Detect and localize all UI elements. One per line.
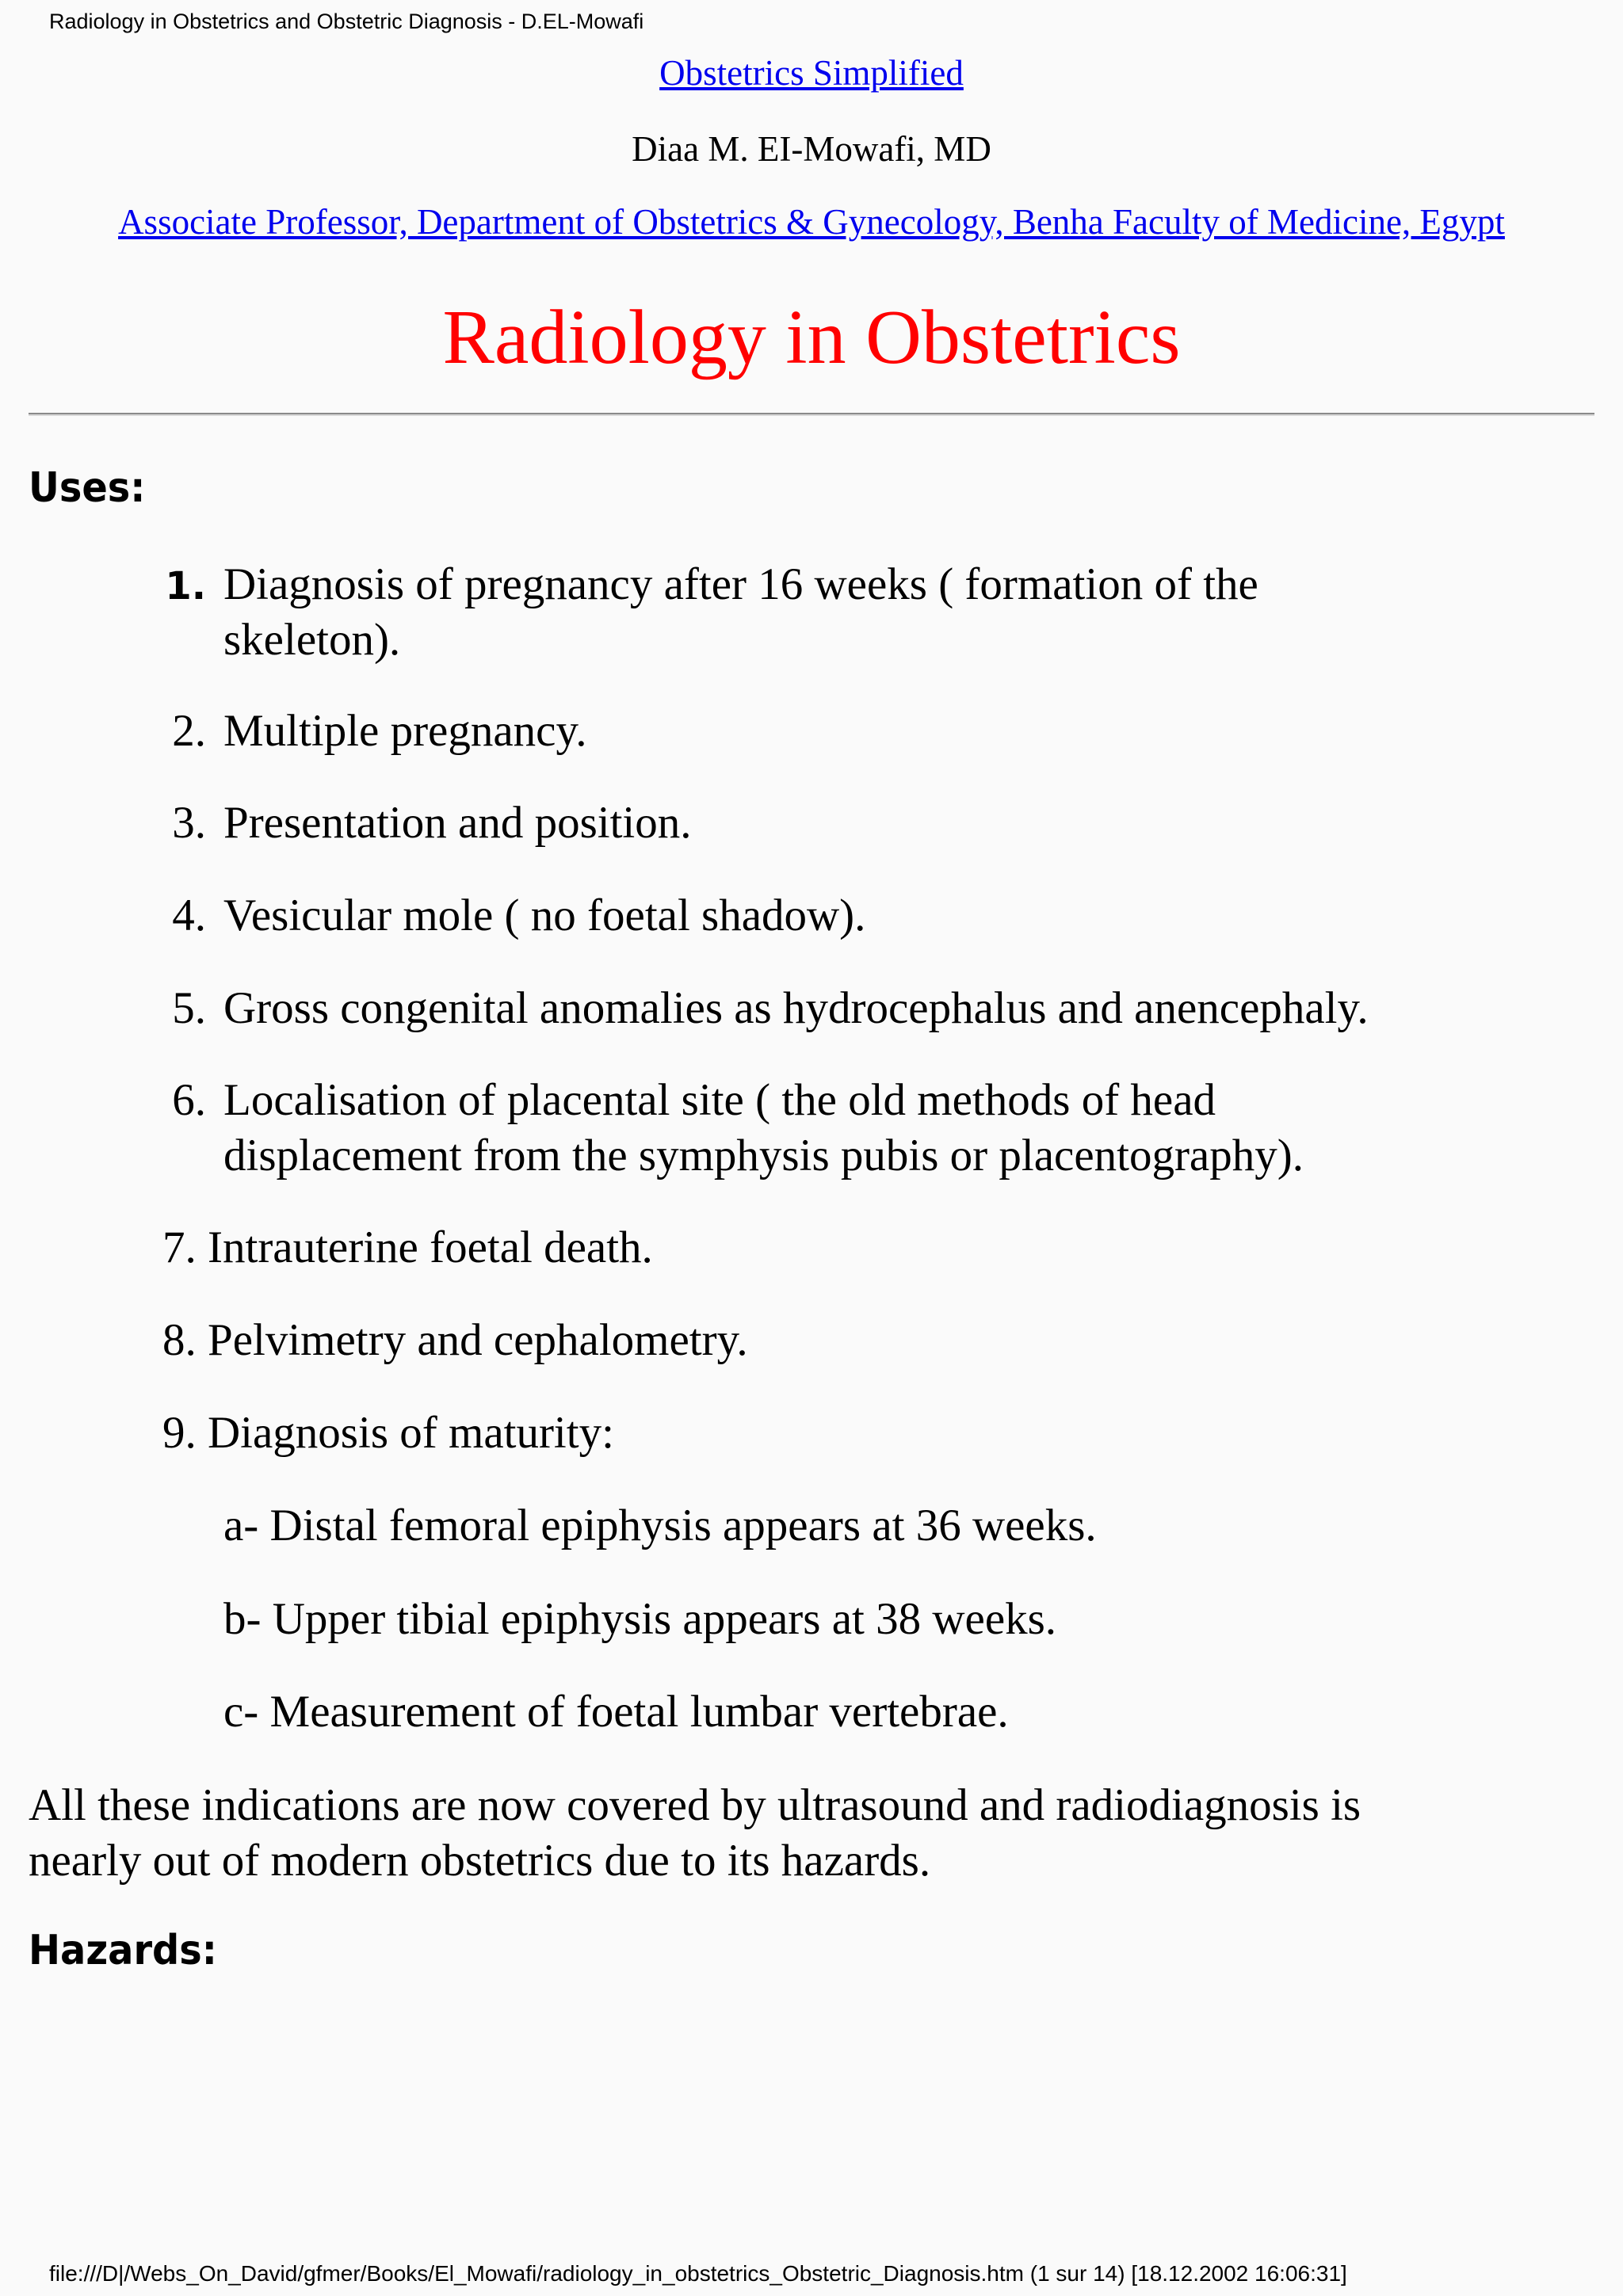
summary-line: All these indications are now covered by ultrasound and radiodiagnosis is bbox=[29, 1780, 1361, 1830]
list-item-number: 2. bbox=[172, 706, 206, 756]
list-item-line: Localisation of placental site ( the old methods of head bbox=[223, 1075, 1216, 1125]
list-item-line: Diagnosis of pregnancy after 16 weeks ( formation of the bbox=[223, 559, 1258, 609]
maturity-subitem: a- Distal femoral epiphysis appears at 36 weeks. bbox=[223, 1501, 1097, 1550]
list-item-line: displacement from the symphysis pubis or placentography). bbox=[223, 1131, 1304, 1180]
list-item-number: 5. bbox=[172, 983, 206, 1033]
masthead-series bbox=[0, 52, 1623, 93]
list-item: 7. Intrauterine foetal death. bbox=[162, 1222, 653, 1272]
list-item-number: 1. bbox=[165, 564, 206, 608]
list-item: 8. Pelvimetry and cephalometry. bbox=[162, 1315, 748, 1365]
list-item-line: Vesicular mole ( no foetal shadow). bbox=[223, 891, 866, 940]
maturity-subitem: c- Measurement of foetal lumbar vertebrae. bbox=[223, 1687, 1009, 1737]
hazards-heading: Hazards: bbox=[29, 1927, 217, 1974]
horizontal-rule bbox=[29, 413, 1594, 416]
author-name: Diaa M. EI-Mowafi, MD bbox=[632, 129, 991, 169]
list-item-line: Gross congenital anomalies as hydrocephalus and anencephaly. bbox=[223, 983, 1369, 1033]
summary-paragraph bbox=[29, 1778, 1361, 1889]
list-item: 9. Diagnosis of maturity: bbox=[162, 1408, 614, 1458]
list-item-number: 3. bbox=[172, 798, 206, 848]
print-header-title: Radiology in Obstetrics and Obstetric Diagnosis - D.EL-Mowafi bbox=[49, 10, 644, 33]
list-item-line: Multiple pregnancy. bbox=[223, 706, 587, 756]
affiliation-link[interactable]: Associate Professor, Department of Obstetrics & Gynecology, Benha Faculty of Medicine, Egypt bbox=[118, 202, 1505, 242]
list-item-number: 4. bbox=[172, 891, 206, 940]
series-link[interactable]: Obstetrics Simplified bbox=[659, 53, 964, 93]
list-item-number: 6. bbox=[172, 1075, 206, 1125]
uses-heading: Uses: bbox=[29, 464, 146, 512]
print-footer-path: file:///D|/Webs_On_David/gfmer/Books/El_Mowafi/radiology_in_obstetrics_Obstetric_Diagnosis.htm (1 sur 14) [18.12.2002 16:06:31] bbox=[49, 2261, 1347, 2286]
masthead-affiliation bbox=[0, 201, 1623, 242]
summary-line: nearly out of modern obstetrics due to its hazards. bbox=[29, 1836, 931, 1886]
page-title: Radiology in Obstetrics bbox=[442, 295, 1181, 380]
list-item-line: skeleton). bbox=[223, 615, 401, 665]
list-item-line: Presentation and position. bbox=[223, 798, 692, 848]
maturity-subitem: b- Upper tibial epiphysis appears at 38 weeks. bbox=[223, 1594, 1057, 1644]
